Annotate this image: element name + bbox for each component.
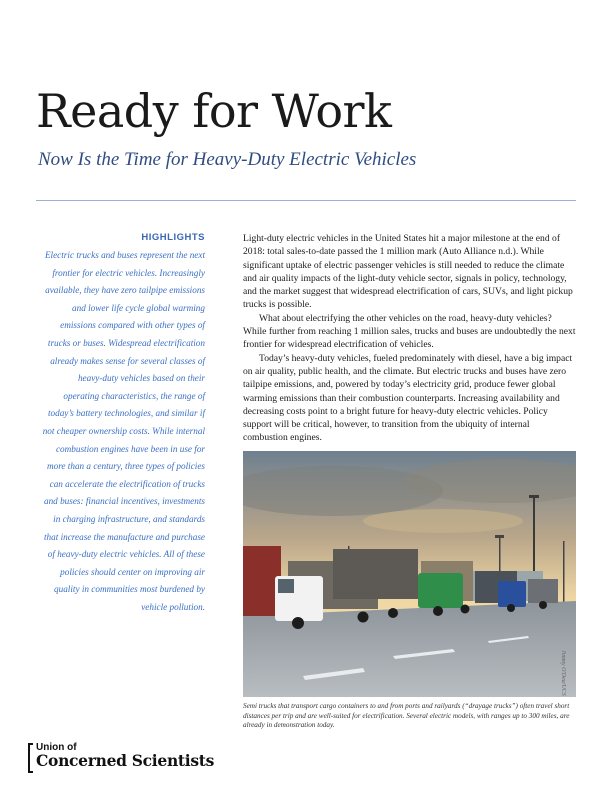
body-paragraph-1: Light-duty electric vehicles in the United States hit a major milestone at the end of 2018: total sales-to-date passed the 1 million mark (Auto Alliance n.d.). While significant uptake of electric passenger vehicles is still needed to reduce the climate and air quality impacts of the light-duty vehicle sector, signals in policy, technology, and the market suggest that widespread electrification of cars, SUVs, and light pickup trucks is possible.: [243, 233, 573, 311]
highlights-heading: HIGHLIGHTS: [141, 232, 205, 243]
ucs-logo: [28, 743, 228, 773]
logo-line-1: Union of: [36, 742, 77, 753]
page-subtitle: Now Is the Time for Heavy-Duty Electric Vehicles: [38, 149, 417, 170]
highlights-text: Electric trucks and buses represent the next frontier for electric vehicles. Increasingly available, they have zero tailpipe emissions and lower life cycle global warming emissions compared with other types of trucks or buses. Widespread electrification already makes sense for several classes of heavy-duty vehicles based on their operating characteristics, the range of today’s battery technologies, and similar if not cheaper ownership costs. While internal combustion engines have been in use for more than a century, three types of policies can accelerate the electrification of trucks and buses: financial incentives, investments in charging infrastructure, and standards that increase the manufacture and purchase of heavy-duty electric vehicles. All of these policies should center on improving air quality in communities most burdened by vehicle pollution.: [42, 250, 205, 612]
truck-photo: [243, 451, 576, 697]
body-paragraph-2: What about electrifying the other vehicles on the road, heavy-duty vehicles? While further from reaching 1 million sales, trucks and buses are undoubtedly the next frontier for widespread electrification of vehicles.: [243, 312, 576, 351]
body-paragraph-3: Today’s heavy-duty vehicles, fueled predominately with diesel, have a big impact on air quality, public health, and the climate. But electric trucks and buses have zero tailpipe emissions, and, powered by today’s electricity grid, produce fewer global warming emissions than their combustion counterparts. Increasing availability and decreasing costs point to a bright future for heavy-duty electric vehicles. Policy support will be critical, however, to transition from the ubiquity of internal combustion engines.: [243, 352, 573, 444]
logo-bracket: [28, 743, 33, 773]
header-divider: [36, 200, 576, 201]
photo-credit: Jimmy O'Dea/UCS: [560, 650, 566, 696]
photo-caption: Semi trucks that transport cargo containers to and from ports and railyards (“drayage trucks”) often travel short distances per trip and are well-suited for electrification. Several electric models, with ranges up to 300 miles, are already in demonstration today.: [243, 702, 570, 730]
body-text: [243, 232, 576, 445]
logo-line-2: Concerned Scientists: [36, 751, 215, 770]
page-title: Ready for Work: [36, 84, 392, 138]
